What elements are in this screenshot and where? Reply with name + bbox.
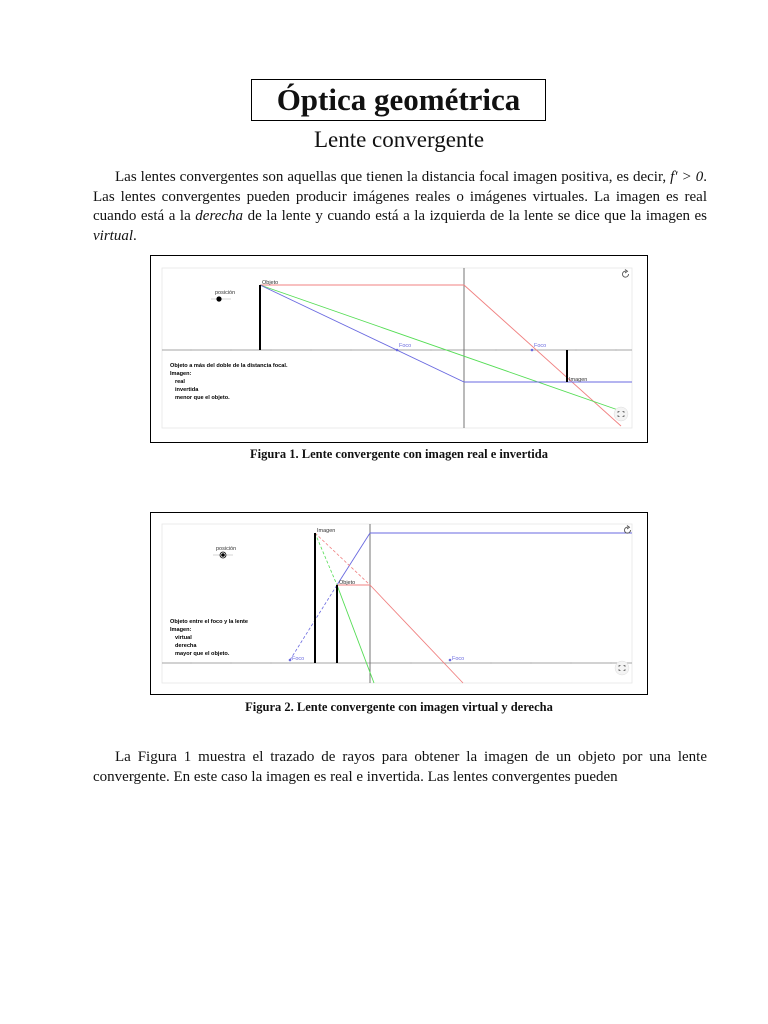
page-subtitle: Lente convergente: [313, 127, 485, 152]
figure-1-applet: [151, 256, 647, 442]
focus-point-left: [396, 349, 399, 352]
focus-label-left: Foco: [292, 656, 305, 662]
focus-label-left: Foco: [399, 343, 412, 349]
intro-emphasis-virtual: virtual: [93, 227, 133, 244]
position-slider-label: posición: [216, 546, 237, 552]
description-line-4: invertida: [175, 387, 199, 393]
object-label: Objeto: [339, 580, 356, 586]
fullscreen-icon[interactable]: [614, 407, 628, 421]
position-slider-handle[interactable]: [221, 553, 225, 557]
description-line-3: virtual: [175, 635, 192, 641]
focus-point-right: [449, 659, 452, 662]
focus-label-right: Foco: [534, 343, 547, 349]
outro-text: La Figura 1 muestra el trazado de rayos para obtener la imagen de un objeto por una lente convergente. En este caso la imagen es real e invertida. Las lentes convergentes pueden: [93, 749, 707, 785]
focus-point-left: [289, 659, 292, 662]
description-line-4: derecha: [175, 643, 197, 649]
position-slider-label: posición: [215, 290, 236, 296]
description-line-1: Objeto a más del doble de la distancia focal.: [170, 363, 288, 369]
description-line-1: Objeto entre el foco y la lente: [170, 619, 249, 625]
title-box: [251, 79, 546, 121]
image-label: Imagen: [569, 377, 588, 383]
figure-1: [150, 255, 648, 443]
intro-text-1: Las lentes convergentes son aquellas que tienen la distancia focal imagen positiva, es decir,: [115, 169, 667, 185]
figure-2-applet: [151, 513, 647, 694]
focus-label-right: Foco: [452, 656, 465, 662]
position-slider-handle[interactable]: [216, 296, 221, 301]
intro-text-4: .: [133, 227, 137, 244]
intro-paragraph: [93, 168, 707, 246]
description-line-3: real: [175, 379, 185, 385]
object-label: Objeto: [262, 280, 279, 286]
outro-paragraph: [93, 748, 707, 787]
description-line-5: mayor que el objeto.: [175, 651, 230, 657]
intro-text-3: de la lente y cuando está a la izquierda de la lente se dice que la imagen es: [243, 208, 708, 224]
fullscreen-icon[interactable]: [615, 661, 629, 675]
focus-point-right: [531, 349, 534, 352]
figure-1-caption: Figura 1. Lente convergente con imagen real e invertida: [250, 447, 548, 461]
intro-text-2: . Las lentes convergentes pueden producir imágenes reales o imágenes virtuales. La imagen es real cuando está a la: [93, 169, 707, 224]
figure-2: [150, 512, 648, 695]
description-line-2: Imagen:: [170, 627, 192, 633]
intro-focal-symbol: f′ > 0: [670, 169, 704, 185]
description-line-5: menor que el objeto.: [175, 395, 230, 401]
page-title: Óptica geométrica: [276, 82, 521, 117]
figure-2-caption: Figura 2. Lente convergente con imagen virtual y derecha: [245, 700, 553, 714]
description-line-2: Imagen:: [170, 371, 192, 377]
intro-emphasis-derecha: derecha: [195, 208, 244, 224]
image-label: Imagen: [317, 528, 336, 534]
